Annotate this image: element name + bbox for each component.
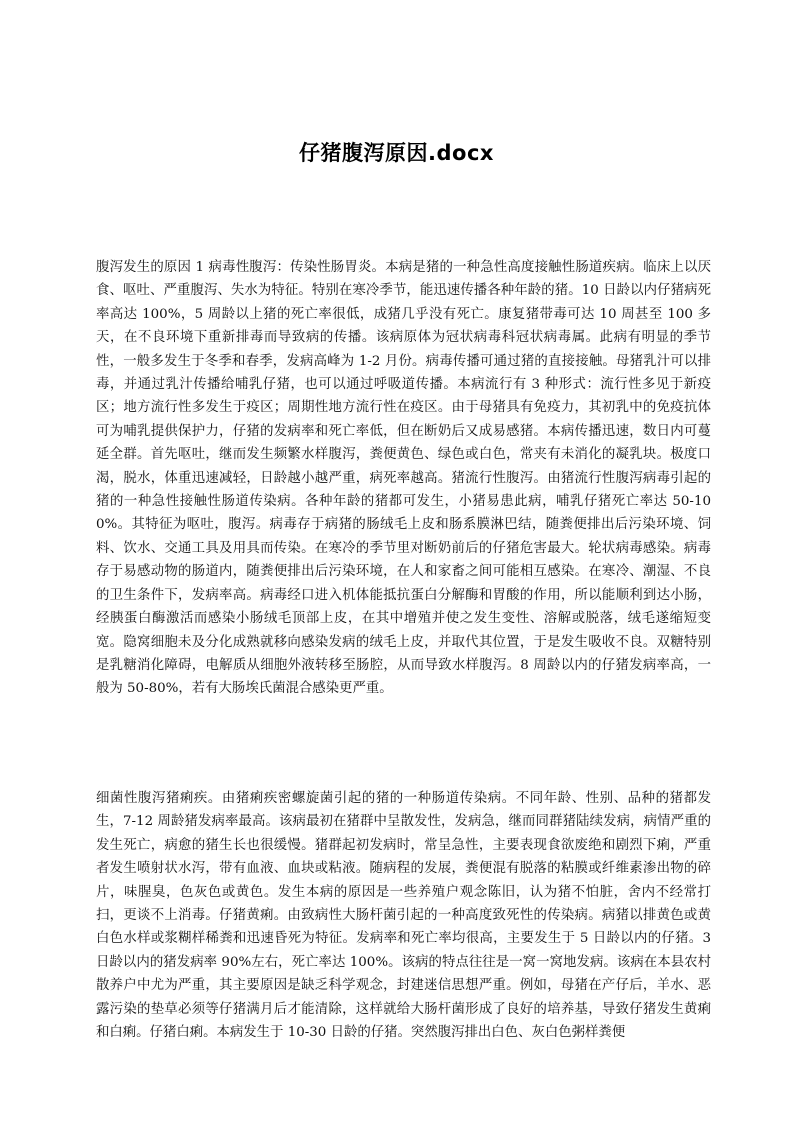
paragraph-viral-diarrhea: 腹泻发生的原因 1 病毒性腹泻：传染性肠胃炎。本病是猪的一种急性高度接触性肠道疾病。临床上以厌食、呕吐、严重腹泻、失水为特征。特别在寒冷季节，能迅速传播各种年龄的猪。10 日龄以内仔猪病死率高达 100%，5 周龄以上猪的死亡率很低，成猪几乎没有死亡。康复猪带毒可达 10 周甚至 100 多天，在不良环境下重新排毒而导致病的传播。该病原体为冠状病毒科冠状病毒属。此病有明显的季节性，一般多发生于冬季和春季，发病高峰为 1-2 月份。病毒传播可通过猪的直接接触。母猪乳汁可以排毒，并通过乳汁传播给哺乳仔猪，也可以通过呼吸道传播。本病流行有 3 种形式：流行性多见于新疫区；地方流行性多发生于疫区；周期性地方流行性在疫区。由于母猪具有免疫力，其初乳中的免疫抗体可为哺乳提供保护力，仔猪的发病率和死亡率低，但在断奶后又成易感猪。本病传播迅速，数日内可蔓延全群。首先呕吐，继而发生频繁水样腹泻，粪便黄色、绿色或白色，常夹有未消化的凝乳块。极度口渴，脱水，体重迅速减轻，日龄越小越严重，病死率越高。猪流行性腹泻。由猪流行性腹泻病毒引起的猪的一种急性接触性肠道传染病。各种年龄的猪都可发生，小猪易患此病，哺乳仔猪死亡率达 50-100%。其特征为呕吐，腹泻。病毒存于病猪的肠绒毛上皮和肠系膜淋巴结，随粪便排出后污染环境、饲料、饮水、交通工具及用具而传染。在寒冷的季节里对断奶前后的仔猪危害最大。轮状病毒感染。病毒存于易感动物的肠道内，随粪便排出后污染环境，在人和家畜之间可能相互感染。在寒冷、潮湿、不良的卫生条件下，发病率高。病毒经口进入机体能抵抗蛋白分解酶和胃酸的作用，所以能顺利到达小肠，经胰蛋白酶激活而感染小肠绒毛顶部上皮，在其中增殖并使之发生变性、溶解或脱落，绒毛遂缩短变宽。隐窝细胞未及分化成熟就移向感染发病的绒毛上皮，并取代其位置，于是发生吸收不良。双糖特别是乳糖消化障碍，电解质从细胞外液转移至肠腔，从而导致水样腹泻。8 周龄以内的仔猪发病率高，一般为 50-80%，若有大肠埃氏菌混合感染更严重。 (96, 260, 711, 697)
paragraph-bacterial-diarrhea: 细菌性腹泻猪痢疾。由猪痢疾密螺旋菌引起的猪的一种肠道传染病。不同年龄、性别、品种的猪都发生，7-12 周龄猪发病率最高。该病最初在猪群中呈散发性，发病急，继而同群猪陆续发病，病情严重的发生死亡，病愈的猪生长也很缓慢。猪群起初发病时，常呈急性，主要表现食欲废绝和剧烈下痢，严重者发生喷射状水泻，带有血液、血块或粘液。随病程的发展，粪便混有脱落的粘膜或纤维素渗出物的碎片，味腥臭，色灰色或黄色。发生本病的原因是一些养殖户观念陈旧，认为猪不怕脏，舍内不经常打扫，更谈不上消毒。仔猪黄痢。由致病性大肠杆菌引起的一种高度致死性的传染病。病猪以排黄色或黄白色水样或浆糊样稀粪和迅速昏死为特征。发病率和死亡率均很高，主要发生于 5 日龄以内的仔猪。3 日龄以内的猪发病率 90%左右，死亡率达 100%。该病的特点往往是一窝一窝地发病。该病在本县农村散养户中尤为严重，其主要原因是缺乏科学观念，封建迷信思想严重。例如，母猪在产仔后，羊水、恶露污染的垫草必须等仔猪满月后才能清除，这样就给大肠杆菌形成了良好的培养基，导致仔猪发生黄痢和白痢。仔猪白痢。本病发生于 10-30 日龄的仔猪。突然腹泻排出白色、灰白色粥样粪便 (96, 791, 711, 1041)
document-title: 仔猪腹泻原因.docx (299, 141, 494, 165)
